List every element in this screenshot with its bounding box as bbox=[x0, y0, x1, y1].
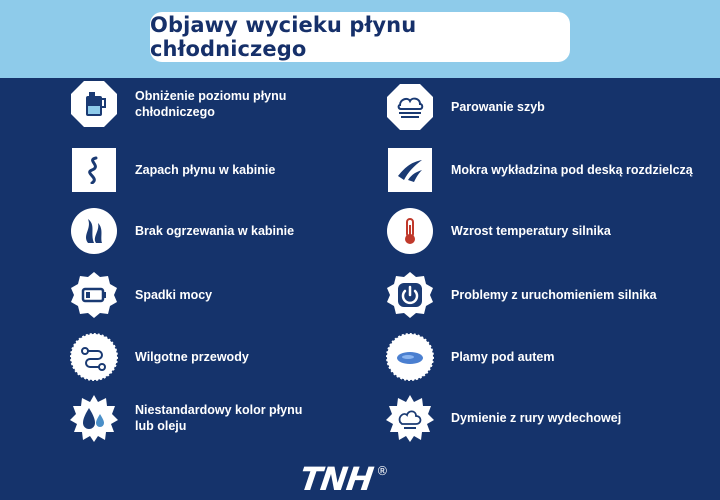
symptom-label-cont: lub oleju bbox=[135, 419, 187, 433]
symptom-engine-temp bbox=[386, 207, 611, 255]
symptom-no-heating bbox=[70, 207, 294, 255]
symptom-start-problems bbox=[386, 271, 657, 319]
symptom-unusual-color bbox=[70, 394, 302, 442]
registered-mark: ® bbox=[376, 464, 389, 478]
page-title: Objawy wycieku płynu chłodniczego bbox=[150, 13, 417, 61]
symptom-label: Plamy pod autem bbox=[451, 350, 555, 364]
symptom-wet-carpet bbox=[386, 146, 693, 194]
hose-icon bbox=[70, 333, 118, 381]
symptom-label: Parowanie szyb bbox=[451, 100, 545, 114]
exhaust-smoke-icon bbox=[386, 394, 434, 442]
symptom-label: Obniżenie poziomu płynu bbox=[135, 89, 287, 103]
symptom-coolant-level bbox=[70, 80, 286, 128]
thermometer-icon bbox=[386, 207, 434, 255]
puddle-icon bbox=[386, 333, 434, 381]
wet-carpet-icon bbox=[386, 146, 434, 194]
power-icon bbox=[386, 271, 434, 319]
logo-text: TNH bbox=[297, 460, 376, 498]
symptom-puddles bbox=[386, 333, 555, 381]
symptom-label: Wzrost temperatury silnika bbox=[451, 224, 611, 238]
symptom-power-drops bbox=[70, 271, 212, 319]
brand-logo bbox=[297, 460, 389, 498]
symptom-foggy-windows bbox=[386, 83, 545, 131]
battery-icon bbox=[70, 271, 118, 319]
symptom-label-cont: chłodniczego bbox=[135, 105, 215, 119]
symptom-label: Problemy z uruchomieniem silnika bbox=[451, 288, 657, 302]
coolant-canister-icon bbox=[70, 80, 118, 128]
symptom-wet-hoses bbox=[70, 333, 249, 381]
symptom-label: Niestandardowy kolor płynu bbox=[135, 403, 303, 417]
heat-flame-icon bbox=[70, 207, 118, 255]
symptom-exhaust-smoke bbox=[386, 394, 621, 442]
symptom-label: Brak ogrzewania w kabinie bbox=[135, 224, 295, 238]
smell-wave-icon bbox=[70, 146, 118, 194]
symptom-label: Dymienie z rury wydechowej bbox=[451, 411, 622, 425]
symptom-label: Wilgotne przewody bbox=[135, 350, 249, 364]
foggy-window-icon bbox=[386, 83, 434, 131]
symptom-cabin-smell bbox=[70, 146, 275, 194]
symptom-label: Spadki mocy bbox=[135, 288, 213, 302]
symptom-label: Zapach płynu w kabinie bbox=[135, 163, 276, 177]
oil-drop-icon bbox=[70, 394, 118, 442]
title-box bbox=[150, 12, 570, 62]
symptom-label: Mokra wykładzina pod deską rozdzielczą bbox=[451, 163, 693, 177]
